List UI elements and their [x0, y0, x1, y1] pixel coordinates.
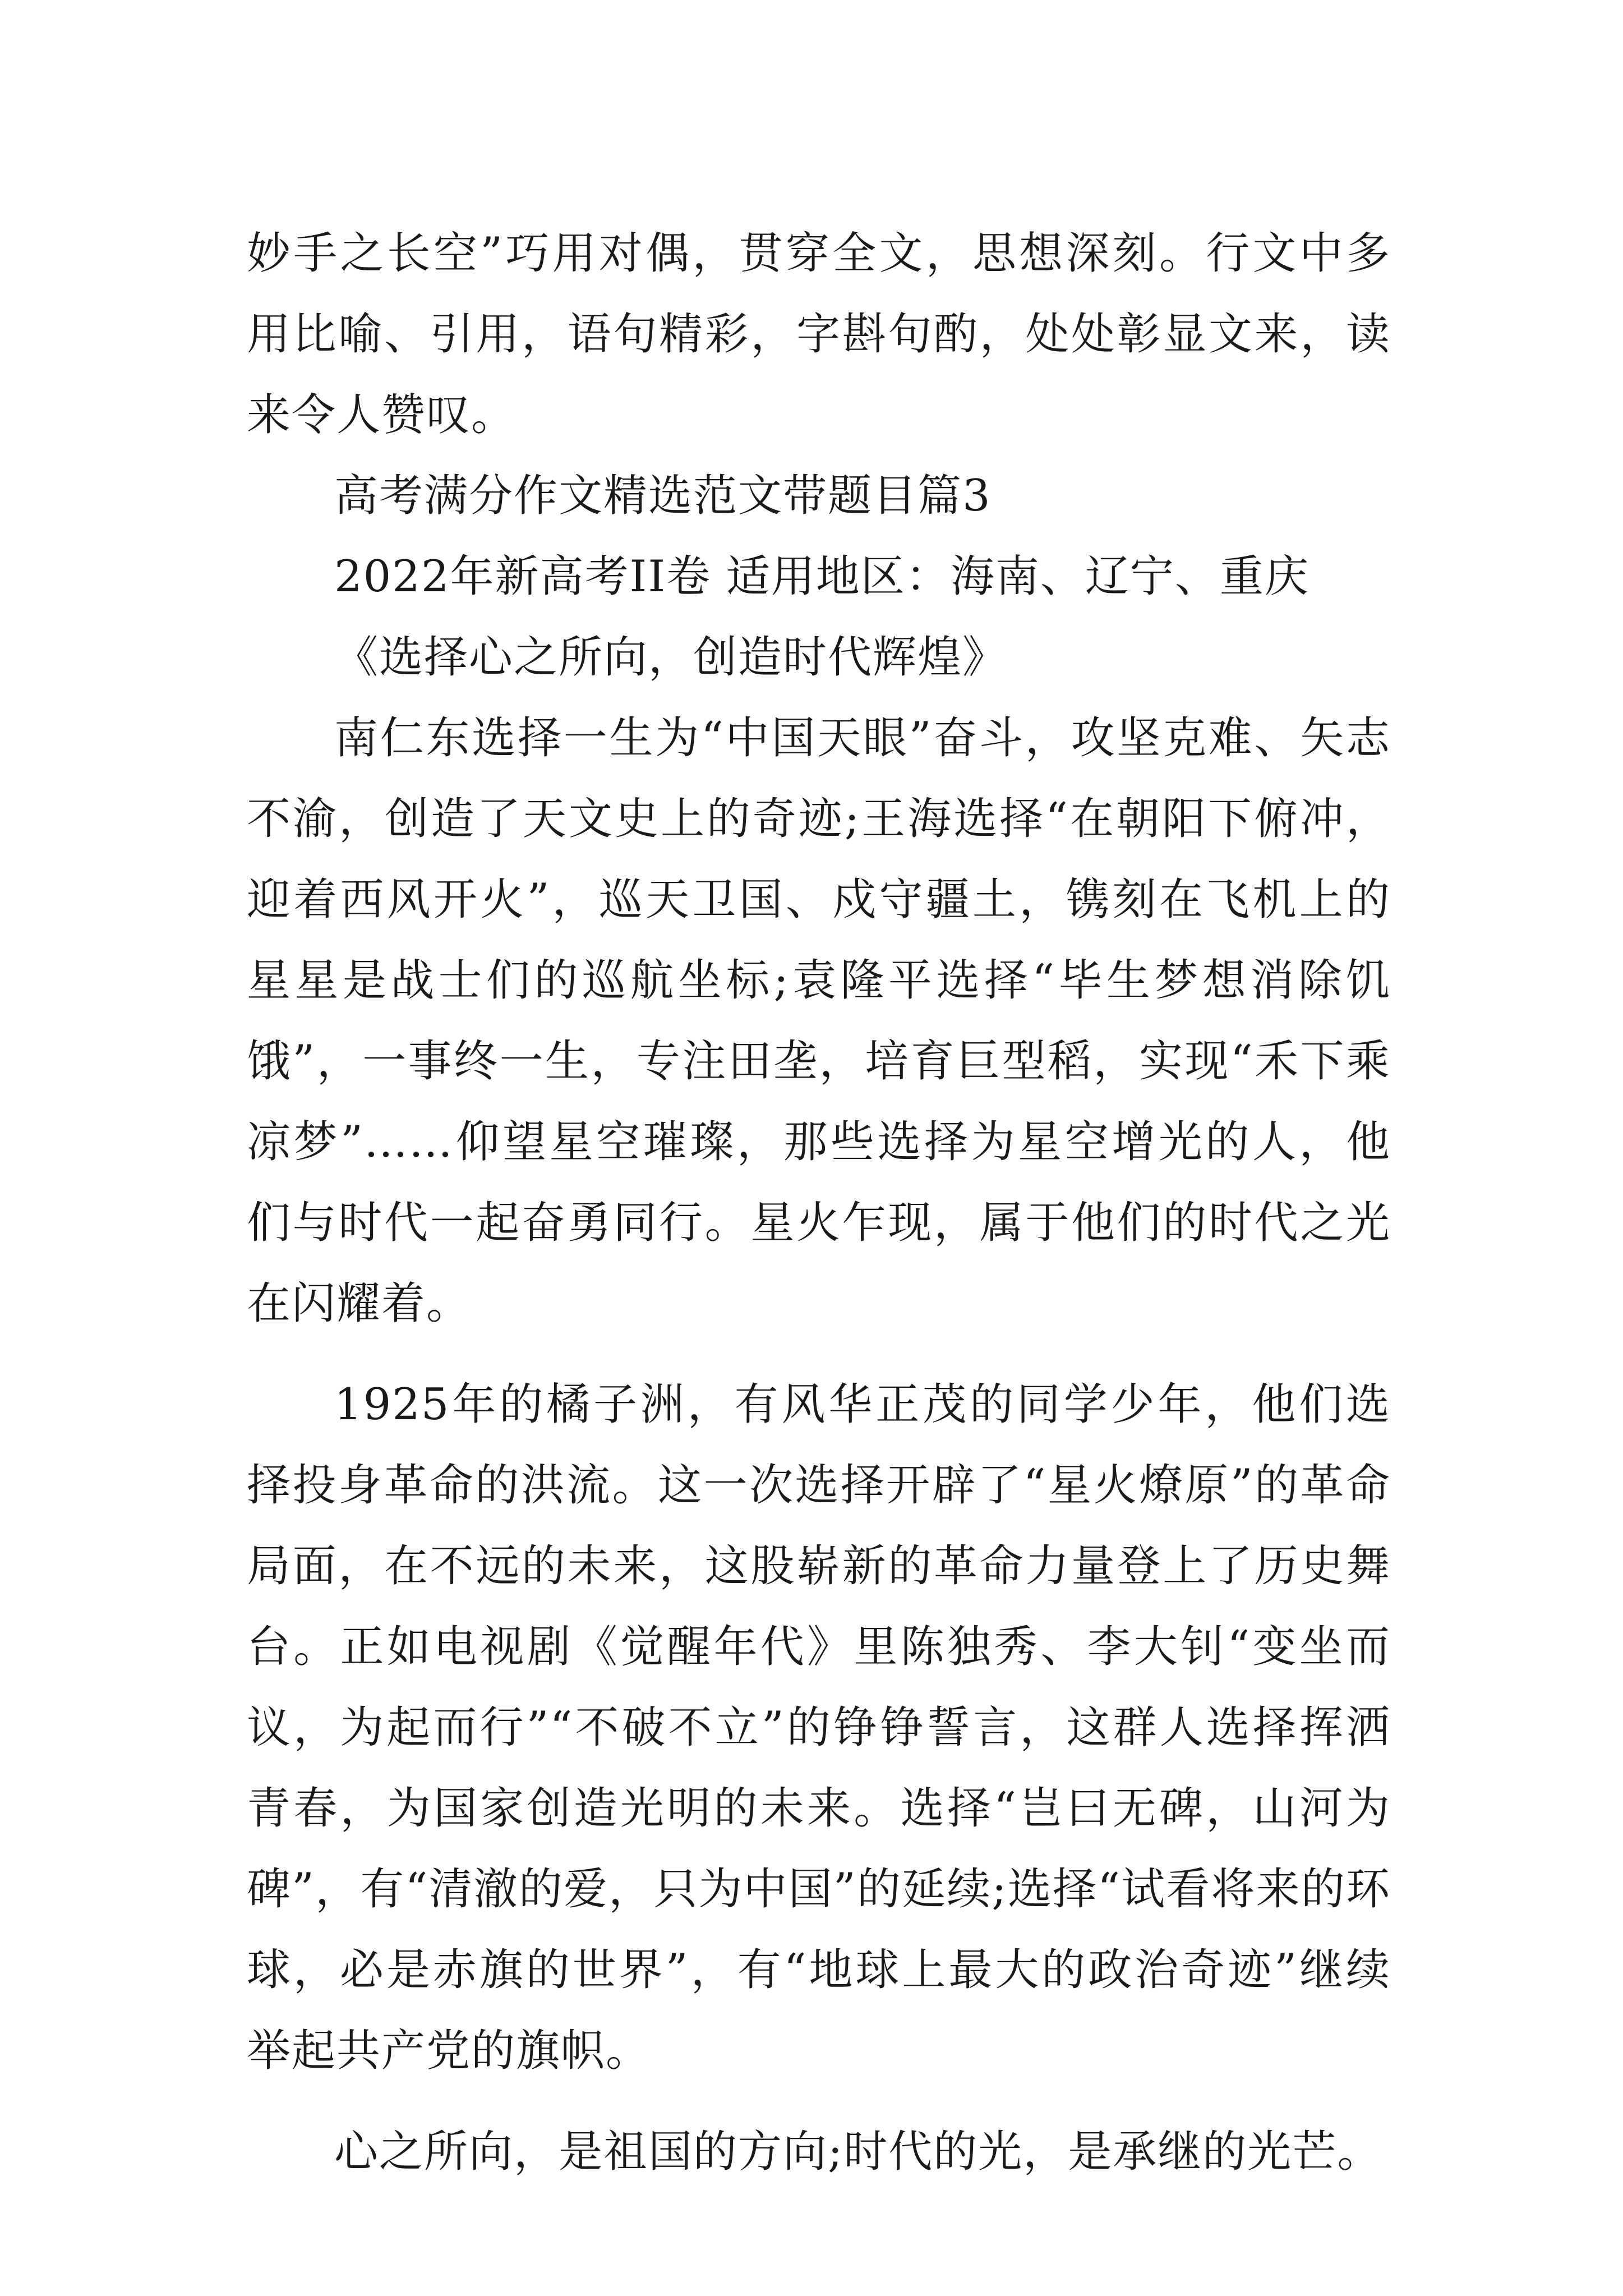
document-body	[247, 213, 1391, 2192]
paragraph-continuation: 妙手之长空”巧用对偶，贯穿全文，思想深刻。行文中多用比喻、引用，语句精彩，字斟句酌，处处彰显文来，读来令人赞叹。	[247, 228, 1391, 440]
essay-title: 《选择心之所向，创造时代辉煌》	[334, 632, 1008, 683]
body-paragraph: 南仁东选择一生为“中国天眼”奋斗，攻坚克难、矢志不渝，创造了天文史上的奇迹;王海选择“在朝阳下俯冲，迎着西风开火”，巡天卫国、戍守疆土，镌刻在飞机上的星星是战士们的巡航坐标;袁隆平选择“毕生梦想消除饥饿”，一事终一生，专注田垄，培育巨型稻，实现“禾下乘凉梦”……仰望星空璀璨，那些选择为星空增光的人，他们与时代一起奋勇同行。星火乍现，属于他们的时代之光在闪耀着。	[247, 713, 1391, 1329]
exam-info-line: 2022年新高考II卷 适用地区：海南、辽宁、重庆	[334, 551, 1310, 602]
body-paragraph: 心之所向，是祖国的方向;时代的光，是承继的光芒。	[334, 2127, 1382, 2177]
body-paragraph: 1925年的橘子洲，有风华正茂的同学少年，他们选择投身革命的洪流。这一次选择开辟了“星火燎原”的革命局面，在不远的未来，这股崭新的革命力量登上了历史舞台。正如电视剧《觉醒年代》里陈独秀、李大钊“变坐而议，为起而行”“不破不立”的铮铮誓言，这群人选择挥洒青春，为国家创造光明的未来。选择“岂曰无碑，山河为碑”，有“清澈的爱，只为中国”的延续;选择“试看将来的环球，必是赤旗的世界”，有“地球上最大的政治奇迹”继续举起共产党的旗帜。	[247, 1379, 1391, 2076]
section-heading: 高考满分作文精选范文带题目篇3	[334, 471, 992, 521]
